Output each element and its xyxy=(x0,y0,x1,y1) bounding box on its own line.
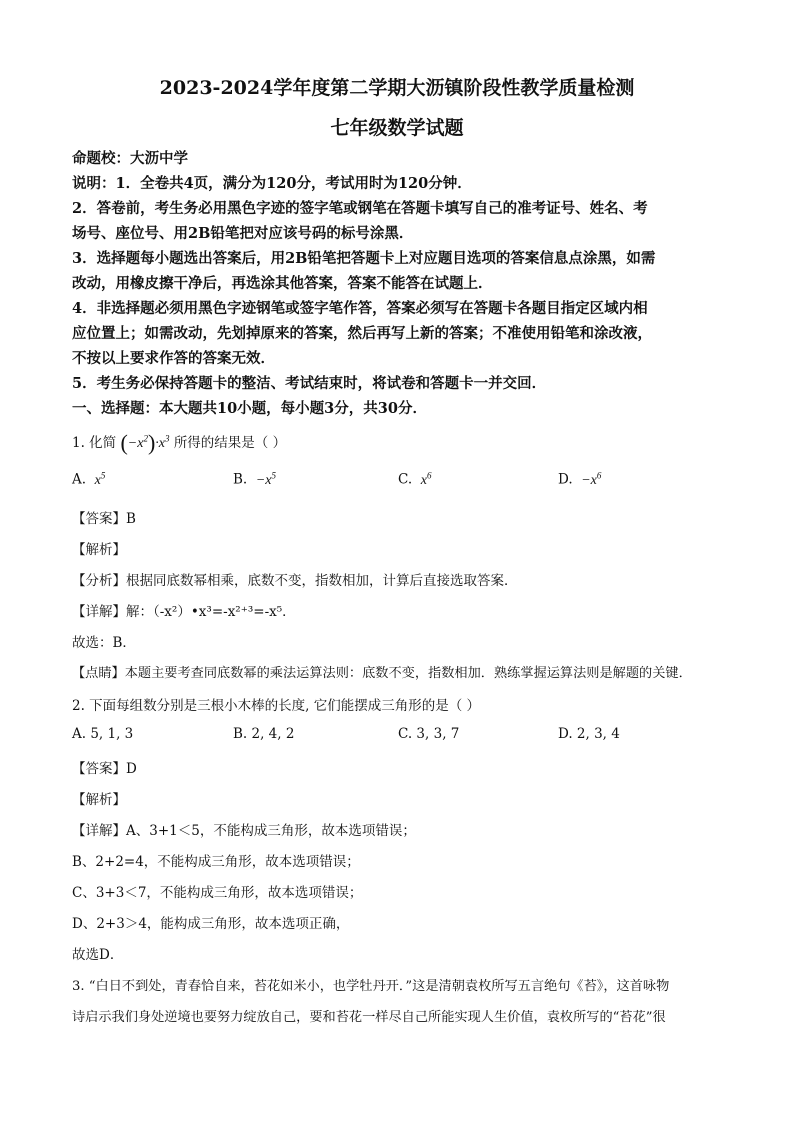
q2-option-b: B. 2, 4, 2 xyxy=(233,726,295,742)
q1-option-b: B. $-x^5$ xyxy=(233,470,276,488)
q2-option-c: C. 3, 3, 7 xyxy=(398,726,460,742)
note-2a: 2．答卷前，考生务必用黑色字迹的签字笔或钢笔在答题卡填写自己的准考证号、姓名、考 xyxy=(72,200,648,217)
exam-subtitle: 七年级数学试题 xyxy=(330,117,464,139)
q2-option-d: D. 2, 3, 4 xyxy=(558,726,620,742)
q3-line-1: 3. “白日不到处，青春恰自来，苔花如米小，也学牡丹开．”这是清朝袁枚所写五言绝句《苔》，这首咏物 xyxy=(72,979,670,994)
q1-option-a: A. $x^5$ xyxy=(72,470,106,488)
q1-analysis-label: 【解析】 xyxy=(72,542,126,558)
note-3b: 改动，用橡皮擦干净后，再选涂其他答案，答案不能答在试题上． xyxy=(72,275,493,292)
note-5: 5．考生务必保持答题卡的整洁、考试结束时，将试卷和答题卡一并交回． xyxy=(72,375,547,392)
q2-answer: 【答案】D xyxy=(72,761,137,777)
q2-choose: 故选D． xyxy=(72,947,124,963)
note-4b: 应位置上；如需改动，先划掉原来的答案，然后再写上新的答案；不准使用铅笔和涂改液， xyxy=(72,325,652,342)
q1-answer: 【答案】B xyxy=(72,511,136,527)
q2-detail-2: B、2+2=4，不能构成三角形，故本选项错误； xyxy=(72,854,360,870)
q1-choose: 故选：B． xyxy=(72,635,136,651)
note-4a: 4．非选择题必须用黑色字迹钢笔或签字笔作答，答案必须写在答题卡各题目指定区域内相 xyxy=(72,300,648,317)
note-2b: 场号、座位号、用2B铅笔把对应该号码的标号涂黑． xyxy=(72,225,414,242)
exam-title: 2023-2024学年度第二学期大沥镇阶段性教学质量检测 xyxy=(159,77,635,99)
note-1: 说明：1．全卷共4页，满分为120分，考试用时为120分钟． xyxy=(72,175,472,192)
q2-option-a: A. 5, 1, 3 xyxy=(72,726,134,742)
q1-fenxi: 【分析】根据同底数幂相乘，底数不变，指数相加，计算后直接选取答案． xyxy=(72,573,518,589)
section-heading: 一、选择题：本大题共10小题，每小题3分，共30分． xyxy=(72,400,427,417)
q1-expression: $(-x^2)\cdot x^3$ xyxy=(120,430,170,455)
q1-detail xyxy=(72,600,296,620)
q1-comment: 【点睛】本题主要考查同底数幂的乘法运算法则：底数不变，指数相加．熟练掌握运算法则是解题的关键． xyxy=(72,666,692,681)
q1-option-d: D. $-x^6$ xyxy=(558,470,602,488)
q2-detail-4: D、2+3＞4，能构成三角形，故本选项正确， xyxy=(72,916,350,932)
q2-stem: 2. 下面每组数分别是三根小木棒的长度, 它们能摆成三角形的是（ ） xyxy=(72,698,481,714)
q1-stem xyxy=(72,430,286,456)
q1-suffix: 所得的结果是（ ） xyxy=(173,435,287,451)
q2-analysis-label: 【解析】 xyxy=(72,792,126,808)
q1-prefix: 1. 化简 xyxy=(72,435,117,451)
school-line: 命题校：大沥中学 xyxy=(72,150,188,167)
note-4c: 不按以上要求作答的答案无效． xyxy=(72,350,275,367)
note-3a: 3．选择题每小题选出答案后，用2B铅笔把答题卡上对应题目选项的答案信息点涂黑，如需 xyxy=(72,250,656,267)
q2-detail-1: 【详解】A、3+1＜5，不能构成三角形，故本选项错误； xyxy=(72,823,416,839)
q2-detail-3: C、3+3＜7，不能构成三角形，故本选项错误； xyxy=(72,885,363,901)
q3-line-2: 诗启示我们身处逆境也要努力绽放自己，要和苔花一样尽自己所能实现人生价值，袁枚所写的“苔花”很 xyxy=(72,1010,666,1025)
q1-option-c: C. $x^6$ xyxy=(398,470,432,488)
q1-detail-label: 【详解】解： xyxy=(72,604,153,620)
q1-detail-expr: （-x²）•x³=-x²⁺³=-x⁵． xyxy=(153,604,296,620)
